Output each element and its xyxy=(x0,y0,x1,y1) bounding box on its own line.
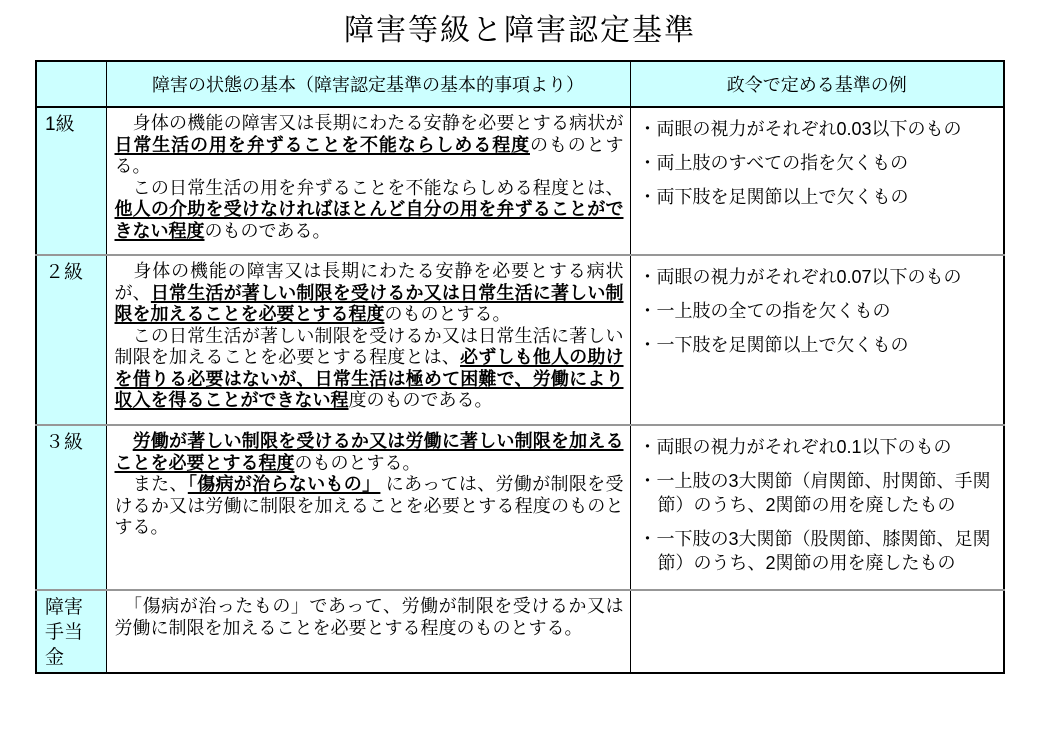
grade-label-cell: 1級 xyxy=(36,107,106,255)
example-item: ・一下肢を足関節以上で欠くもの xyxy=(638,335,909,355)
header-ordinance-examples: 政令で定める基準の例 xyxy=(630,61,1004,107)
grade-label-cell: ２級 xyxy=(36,255,106,425)
basic-criteria-cell xyxy=(106,425,630,590)
basic-criteria-cell xyxy=(106,107,630,255)
criteria-paragraph: この日常生活の用を弁ずることを不能ならしめる程度とは、他人の介助を受けなければほとんど自分の用を弁ずることができない程度のものである。 xyxy=(114,177,624,241)
ordinance-examples-cell xyxy=(630,255,1004,425)
header-row xyxy=(36,61,1004,107)
criteria-paragraph: 「傷病が治ったもの」であって、労働が制限を受けるか又は労働に制限を加えることを必要とする程度のものとする。 xyxy=(114,596,624,638)
grade-label-cell: 障害手当金 xyxy=(36,590,106,673)
example-item: ・一上肢の3大関節（肩関節、肘関節、手関節）のうち、2関節の用を廃したもの xyxy=(638,471,991,515)
criteria-paragraph: 身体の機能の障害又は長期にわたる安静を必要とする病状が、日常生活が著しい制限を受けるか又は日常生活に著しい制限を加えることを必要とする程度のものとする。 xyxy=(114,261,624,324)
example-item: ・一下肢の3大関節（股関節、膝関節、足関節）のうち、2関節の用を廃したもの xyxy=(638,529,991,573)
example-item: ・両下肢を足関節以上で欠くもの xyxy=(638,187,909,207)
ordinance-examples-cell xyxy=(630,425,1004,590)
grade-label-cell: ３級 xyxy=(36,425,106,590)
disability-criteria-table xyxy=(35,60,1005,674)
emphasized-phrase: 日常生活の用を弁ずることを不能ならしめる程度 xyxy=(114,134,530,155)
ordinance-examples-cell xyxy=(630,107,1004,255)
emphasized-phrase: 他人の介助を受けなければほとんど自分の用を弁ずることができない程度 xyxy=(114,199,624,241)
criteria-paragraph: 労働が著しい制限を受けるか又は労働に著しい制限を加えることを必要とする程度のものとする。 xyxy=(114,431,624,473)
criteria-paragraph: また、「傷病が治らないもの」 にあっては、労働が制限を受けるか又は労働に制限を加えることを必要とする程度のものとする。 xyxy=(114,474,624,537)
criteria-paragraph: この日常生活が著しい制限を受けるか又は日常生活に著しい制限を加えることを必要とする程度とは、必ずしも他人の助けを借りる必要はないが、日常生活は極めて困難で、労働により収入を得ることができない程度のものである。 xyxy=(114,325,624,410)
table-row xyxy=(36,425,1004,590)
example-item: ・両眼の視力がそれぞれ0.07以下のもの xyxy=(638,267,962,287)
emphasized-phrase: 「傷病が治らないもの」 xyxy=(187,474,381,494)
table-row xyxy=(36,107,1004,255)
page-title: 障害等級と障害認定基準 xyxy=(344,14,696,47)
basic-criteria-cell xyxy=(106,255,630,425)
ordinance-examples-cell xyxy=(630,590,1004,673)
emphasized-phrase: 必ずしも他人の助けを借りる必要はないが、日常生活は極めて困難で、労働により収入を得ることができない程 xyxy=(114,347,624,410)
example-item: ・両上肢のすべての指を欠くもの xyxy=(638,153,909,173)
table-body xyxy=(36,107,1004,673)
basic-criteria-cell xyxy=(106,590,630,673)
header-grade-blank xyxy=(36,61,106,107)
emphasized-phrase: 労働が著しい制限を受けるか又は労働に著しい制限を加えることを必要とする程度 xyxy=(114,431,624,473)
table-row xyxy=(36,590,1004,673)
example-item: ・一上肢の全ての指を欠くもの xyxy=(638,301,891,321)
emphasized-phrase: 日常生活が著しい制限を受けるか又は日常生活に著しい制限を加えることを必要とする程度 xyxy=(114,282,624,324)
example-item: ・両眼の視力がそれぞれ0.1以下のもの xyxy=(638,437,952,457)
criteria-paragraph: 身体の機能の障害又は長期にわたる安静を必要とする病状が日常生活の用を弁ずることを不能ならしめる程度のものとする。 xyxy=(114,113,624,176)
example-item: ・両眼の視力がそれぞれ0.03以下のもの xyxy=(638,119,962,139)
table-row xyxy=(36,255,1004,425)
header-basic-criteria: 障害の状態の基本（障害認定基準の基本的事項より） xyxy=(106,61,630,107)
slide-page xyxy=(0,13,1040,674)
